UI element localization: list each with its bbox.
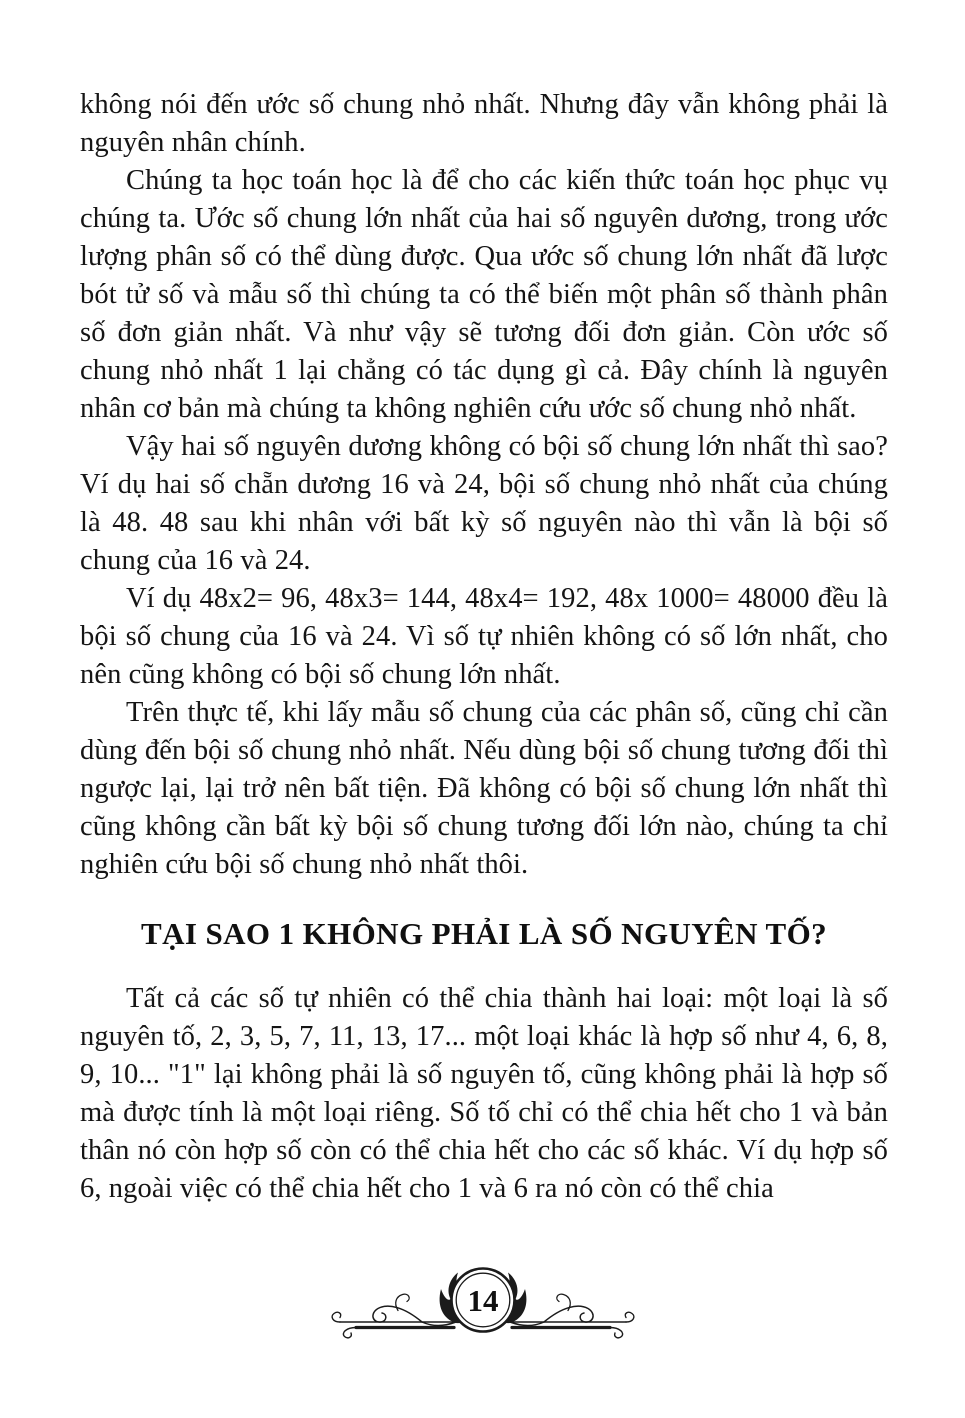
page-body-text	[80, 86, 888, 1208]
paragraph: Trên thực tế, khi lấy mẫu số chung của các phân số, cũng chỉ cần dùng đến bội số chung nhỏ nhất. Nếu dùng bội số chung tương đối thì ngược lại, lại trở nên bất tiện. Đã không có bội số chung lớn nhất thì cũng không cần bất kỳ bội số chung tương đối lớn nào, chúng ta chỉ nghiên cứu bội số chung nhỏ nhất thôi.	[80, 697, 888, 880]
paragraph: Tất cả các số tự nhiên có thể chia thành hai loại: một loại là số nguyên tố, 2, 3, 5, 7, 11, 13, 17... một loại khác là hợp số như 4, 6, 8, 9, 10... "1" lại không phải là số nguyên tố, cũng không phải là hợp số mà được tính là một loại riêng. Số tố chỉ có thể chia hết cho 1 và bản thân nó còn hợp số còn có thể chia hết cho các số khác. Ví dụ hợp số 6, ngoài việc có thể chia hết cho 1 và 6 ra nó còn có thể chia	[80, 983, 888, 1204]
footer-flourish-icon	[328, 1256, 638, 1356]
page-footer	[0, 1256, 965, 1356]
section-heading: TẠI SAO 1 KHÔNG PHẢI LÀ SỐ NGUYÊN TỐ?	[141, 916, 827, 951]
paragraph: Chúng ta học toán học là để cho các kiến thức toán học phục vụ chúng ta. Ước số chung lớn nhất của hai số nguyên dương, trong ước lượng phân số có thể dùng được. Qua ước số chung lớn nhất đã lược bót tử số và mẫu số thì chúng ta có thể biến một phân số thành phân số đơn giản nhất. Và như vậy sẽ tương đối đơn giản. Còn ước số chung nhỏ nhất 1 lại chẳng có tác dụng gì cả. Đây chính là nguyên nhân cơ bản mà chúng ta không nghiên cứu ước số chung nhỏ nhất.	[80, 165, 888, 424]
paragraph: không nói đến ước số chung nhỏ nhất. Nhưng đây vẫn không phải là nguyên nhân chính.	[80, 89, 888, 158]
paragraph: Vậy hai số nguyên dương không có bội số chung lớn nhất thì sao? Ví dụ hai số chẵn dương 16 và 24, bội số chung nhỏ nhất của chúng là 48. 48 sau khi nhân với bất kỳ số nguyên nào thì vẫn là bội số chung của 16 và 24.	[80, 431, 888, 576]
paragraph: Ví dụ 48x2= 96, 48x3= 144, 48x4= 192, 48x 1000= 48000 đều là bội số chung của 16 và 24. Vì số tự nhiên không có số lớn nhất, cho nên cũng không có bội số chung lớn nhất.	[80, 583, 888, 690]
page-number: 14	[467, 1283, 498, 1318]
